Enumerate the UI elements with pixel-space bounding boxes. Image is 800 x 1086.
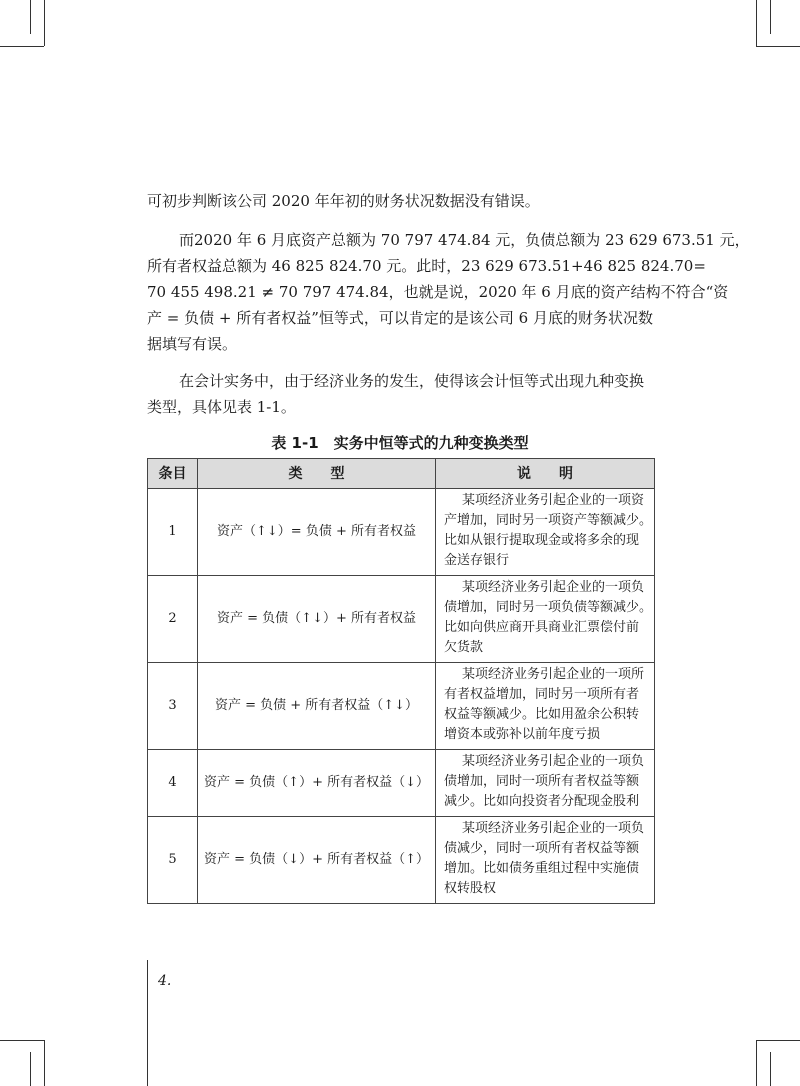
crop-mark xyxy=(756,46,800,47)
crop-mark xyxy=(30,1052,31,1086)
row-type: 资产 = 负债（↑）+ 所有者权益（↓） xyxy=(198,750,436,817)
row-description xyxy=(436,750,655,817)
header-item-no: 条目 xyxy=(148,459,198,489)
text-line: 70 455 498.21 ≠ 70 797 474.84，也就是说，2020 年 6 月底的资产结构不符合“资 xyxy=(147,283,729,301)
table-row xyxy=(148,576,655,663)
crop-mark xyxy=(0,1040,44,1041)
desc-line: 债减少，同时一项所有者权益等额 xyxy=(444,841,640,856)
paragraph-3 xyxy=(147,368,667,420)
crop-mark xyxy=(756,1040,757,1086)
desc-line: 权转股权 xyxy=(444,881,497,896)
row-number: 2 xyxy=(148,576,198,663)
table-caption: 表 1-1 实务中恒等式的九种变换类型 xyxy=(271,434,529,452)
desc-line: 比如向供应商开具商业汇票偿付前 xyxy=(444,620,640,635)
text-line: 类型，具体见表 1-1。 xyxy=(147,398,296,416)
desc-line: 产增加，同时另一项资产等额减少。 xyxy=(444,513,653,528)
crop-mark xyxy=(770,1052,771,1086)
table-row xyxy=(148,817,655,904)
header-type: 类 型 xyxy=(198,459,436,489)
desc-line: 减少。比如向投资者分配现金股利 xyxy=(444,794,640,809)
crop-mark xyxy=(756,0,757,46)
row-number: 1 xyxy=(148,489,198,576)
row-number: 5 xyxy=(148,817,198,904)
desc-line: 增加。比如债务重组过程中实施债 xyxy=(444,861,640,876)
row-description xyxy=(436,489,655,576)
table-row xyxy=(148,750,655,817)
table-row xyxy=(148,489,655,576)
crop-mark xyxy=(770,0,771,34)
desc-line: 某项经济业务引起企业的一项负 xyxy=(462,754,645,769)
text-line: 产 = 负债 + 所有者权益”恒等式，可以肯定的是该公司 6 月底的财务状况数 xyxy=(147,309,653,327)
row-number: 3 xyxy=(148,663,198,750)
desc-line: 债增加，同时另一项负债等额减少。 xyxy=(444,600,653,615)
crop-mark xyxy=(756,1040,800,1041)
desc-line: 债增加，同时一项所有者权益等额 xyxy=(444,774,640,789)
transformation-table xyxy=(147,458,655,904)
page-number: 4. xyxy=(158,973,172,989)
table-row xyxy=(148,663,655,750)
desc-line: 权益等额减少。比如用盈余公积转 xyxy=(444,707,640,722)
text-line: 而2020 年 6 月底资产总额为 70 797 474.84 元，负债总额为 23 629 673.51 元， xyxy=(179,231,750,249)
row-description xyxy=(436,817,655,904)
paragraph-2 xyxy=(147,227,750,357)
desc-line: 某项经济业务引起企业的一项负 xyxy=(462,821,645,836)
row-type: 资产 = 负债 + 所有者权益（↑↓） xyxy=(198,663,436,750)
header-description: 说 明 xyxy=(436,459,655,489)
desc-line: 某项经济业务引起企业的一项资 xyxy=(462,493,645,508)
table-header-row xyxy=(148,459,655,489)
crop-mark xyxy=(44,1040,45,1086)
row-type: 资产（↑↓）= 负债 + 所有者权益 xyxy=(198,489,436,576)
desc-line: 某项经济业务引起企业的一项负 xyxy=(462,580,645,595)
text-line: 在会计实务中，由于经济业务的发生，使得该会计恒等式出现九种变换 xyxy=(179,372,645,390)
margin-rule xyxy=(147,960,148,1086)
desc-line: 有者权益增加，同时另一项所有者 xyxy=(444,687,640,702)
text-line: 据填写有误。 xyxy=(147,335,238,353)
desc-line: 欠货款 xyxy=(444,640,484,655)
row-description xyxy=(436,663,655,750)
row-type: 资产 = 负债（↓）+ 所有者权益（↑） xyxy=(198,817,436,904)
desc-line: 比如从银行提取现金或将多余的现 xyxy=(444,533,640,548)
crop-mark xyxy=(30,0,31,34)
desc-line: 增资本或弥补以前年度亏损 xyxy=(444,727,601,742)
desc-line: 某项经济业务引起企业的一项所 xyxy=(462,667,645,682)
text-line: 所有者权益总额为 46 825 824.70 元。此时，23 629 673.51+46 825 824.70= xyxy=(147,257,706,275)
row-description xyxy=(436,576,655,663)
row-type: 资产 = 负债（↑↓）+ 所有者权益 xyxy=(198,576,436,663)
crop-mark xyxy=(0,46,44,47)
text-line: 可初步判断该公司 2020 年年初的财务状况数据没有错误。 xyxy=(147,192,540,210)
paragraph-1 xyxy=(147,188,667,214)
desc-line: 金送存银行 xyxy=(444,553,510,568)
crop-mark xyxy=(44,0,45,46)
row-number: 4 xyxy=(148,750,198,817)
